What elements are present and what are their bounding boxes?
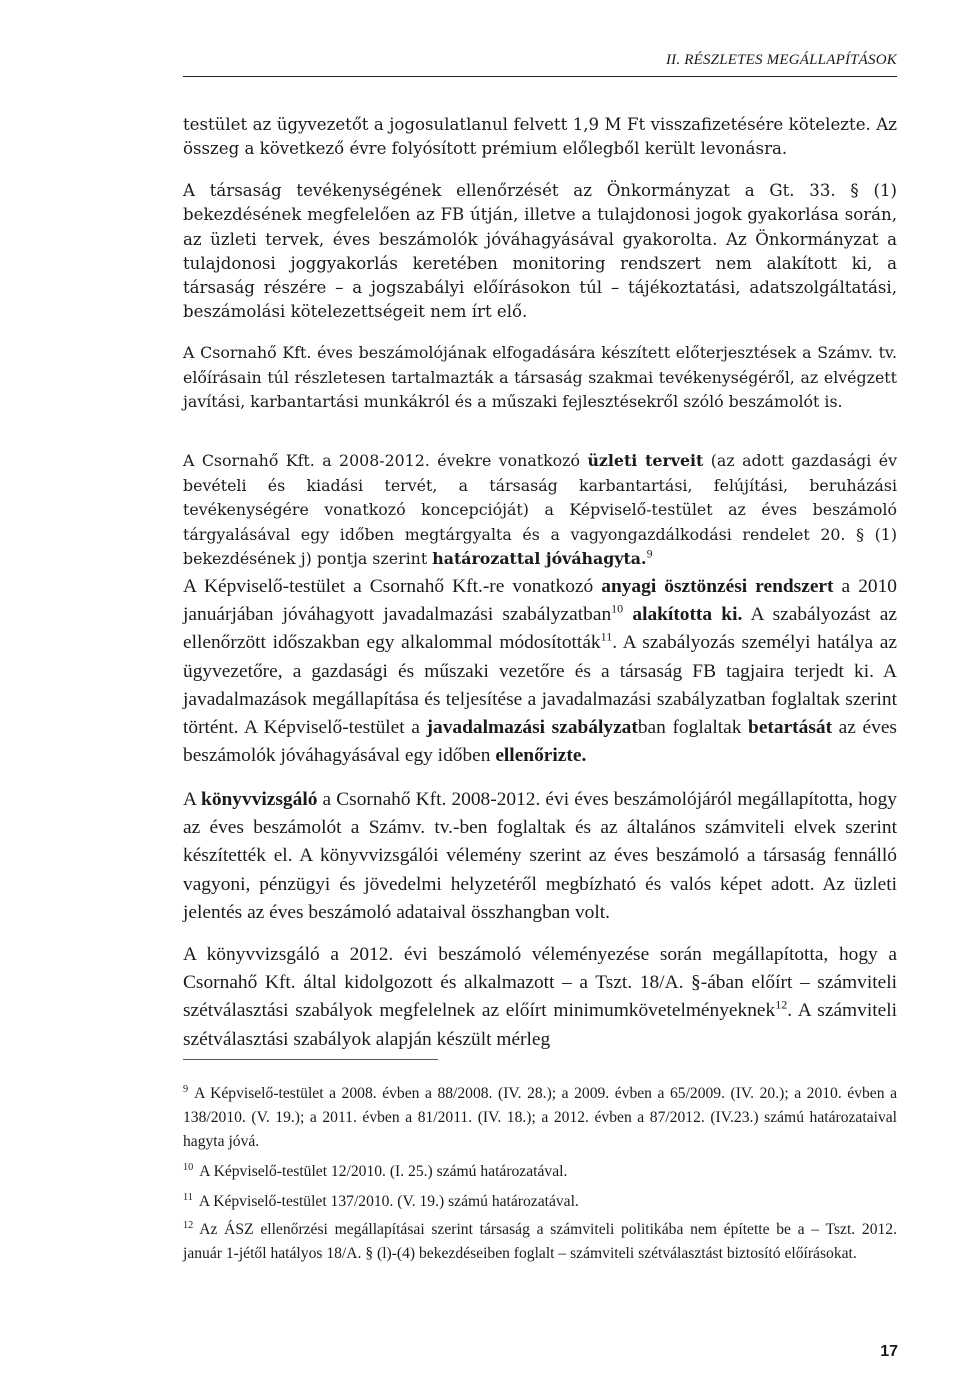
paragraph-4 (183, 449, 897, 572)
footnote-10-text: A Képviselő-testület 12/2010. (I. 25.) számú határozatával. (199, 1163, 568, 1180)
footnote-11-text: A Képviselő-testület 137/2010. (V. 19.) számú határozatával. (198, 1193, 579, 1210)
footnote-11 (183, 1190, 897, 1214)
p4-bold-2: határozattal jóváhagyta. (432, 549, 647, 569)
header-rule (183, 76, 897, 77)
paragraph-3: A Csornahő Kft. éves beszámolójának elfogadására készített előterjesztések a Számv. tv. előírásain túl részletesen tartalmazták a társaság szakmai tevékenységéről, az elvégzett javítási, karbantartási munkákról és a műszaki fejlesztésekről szóló beszámolót is. (183, 343, 897, 412)
footnote-9-number: 9 (183, 1083, 189, 1095)
p5-bold-2: alakította ki. (632, 604, 743, 626)
p7-text-2: . A számviteli szétválasztási szabályok alapján készült mérleg (183, 1000, 897, 1050)
p4-text-2: (az adott gazdasági év bevételi és kiadási tervét, a társaság karbantartási, felújítási, beruházási tevékenységére vonatkozó koncepcióját) a Képviselő-testület az éves beszámoló tárgyalásával egy időben megtárgyalta és a vagyongazdálkodási rendelet 20. § (1) bekezdésének j) pontja szerint (183, 451, 897, 569)
footnote-12-text: Az ÁSZ ellenőrzési megállapításai szerint társaság a számviteli politikába nem építette be a – Tszt. 2012. január 1-jétől hatályos 18/A. § (l)-(4) bekezdéseiben foglalt – számviteli szétválasztást biztosító előírásokat. (183, 1221, 897, 1262)
footnote-ref-12: 12 (775, 997, 788, 1012)
paragraph-7 (183, 941, 897, 1054)
paragraph-1: testület az ügyvezetőt a jogosulatlanul felvett 1,9 M Ft visszafizetésére kötelezte. Az összeg a következő évre folyósított prémium előlegből került levonásra. (183, 115, 897, 159)
p5-text-5: . A szabályozás személyi hatálya az ügyvezetőre, a gazdasági és műszaki vezetőre és a társaság FB tagjaira terjedt ki. A javadalmazások megállapítása és teljesítése a javadalmazási szabályzatban foglaltak szerint történt. A Képviselő-testület a (183, 632, 898, 739)
footnote-9 (183, 1082, 897, 1154)
p5-text-7: az éves beszámolók jóváhagyásával egy időben (183, 717, 897, 767)
p5-bold-3: javadalmazási szabályzat (426, 717, 638, 739)
running-header: II. RÉSZLETES MEGÁLLAPÍTÁSOK (665, 52, 897, 68)
paragraph-5 (183, 573, 897, 770)
p6-text-2: a Csornahő Kft. 2008-2012. évi éves beszámolójáról megállapította, hogy az éves beszámolót a Számv. tv.-ben foglaltak és az általános számviteli elvek szerint készítették el. A könyvvizsgálói vélemény szerint az éves beszámoló a társaság fennálló vagyoni, pénzügyi és jövedelmi helyzetéről megbízható és valós képet adott. Az üzleti jelentés az éves beszámoló adataival összhangban volt. (183, 789, 897, 923)
p6-bold-1: könyvvizsgáló (201, 789, 318, 810)
footnote-ref-11: 11 (600, 629, 613, 644)
p7-text-1: A könyvvizsgáló a 2012. évi beszámoló véleményezése során megállapította, hogy a Csornahő Kft. által kidolgozott és alkalmazott – a Tszt. 18/A. §-ában előírt – számviteli szétválasztási szabályok megfelelnek az előírt minimumkövetelményeknek (183, 944, 897, 1022)
footnote-12 (183, 1218, 897, 1266)
paragraph-6 (183, 786, 897, 927)
footnote-separator (183, 1059, 438, 1060)
footnote-11-number: 11 (183, 1191, 193, 1203)
footnote-ref-9: 9 (646, 550, 653, 562)
p4-bold-1: üzleti terveit (587, 451, 704, 470)
p6-text-1: A (183, 789, 202, 810)
footnote-ref-10: 10 (611, 601, 624, 616)
p5-text-2: a 2010 januárjában jóváhagyott javadalmazási szabályzatban (183, 576, 897, 626)
p5-bold-5: ellenőrizte. (495, 745, 587, 767)
footnote-12-number: 12 (183, 1219, 194, 1231)
p5-text-1: A Képviselő-testület a Csornahő Kft.-re vonatkozó (183, 576, 602, 597)
p5-bold-4: betartását (748, 717, 833, 739)
footnote-10-number: 10 (183, 1161, 194, 1173)
footnote-9-text: A Képviselő-testület a 2008. évben a 88/2008. (IV. 28.); a 2009. évben a 65/2009. (IV. 20.); a 2010. évben a 138/2010. (V. 19.); a 2011. évben a 81/2011. (IV. 18.); a 2012. évben a 87/2012. (IV.23.) számú határozataival hagyta jóvá. (183, 1085, 897, 1150)
p5-text-4: A szabályozást az ellenőrzött időszakban egy alkalommal módosították (183, 604, 897, 654)
paragraph-2: A társaság tevékenységének ellenőrzését az Önkormányzat a Gt. 33. § (1) bekezdésének megfelelően az FB útján, illetve a tulajdonosi jogok gyakorlása során, az üzleti tervek, éves beszámolók jóváhagyásával gyakorolta. Az Önkormányzat a tulajdonosi joggyakorlás keretében monitoring rendszert nem alakított ki, a társaság részére – a jogszabályi előírásokon túl – tájékoztatási, adatszolgáltatási, beszámolási kötelezettségeit nem írt elő. (183, 181, 897, 322)
p5-bold-1: anyagi ösztönzési rendszert (601, 576, 834, 597)
p4-text-1: A Csornahő Kft. a 2008-2012. évekre vonatkozó (183, 451, 588, 470)
page-number: 17 (880, 1343, 898, 1360)
p5-text-3 (623, 604, 632, 625)
footnote-10 (183, 1160, 897, 1184)
p5-text-6: ban foglaltak (637, 717, 749, 739)
